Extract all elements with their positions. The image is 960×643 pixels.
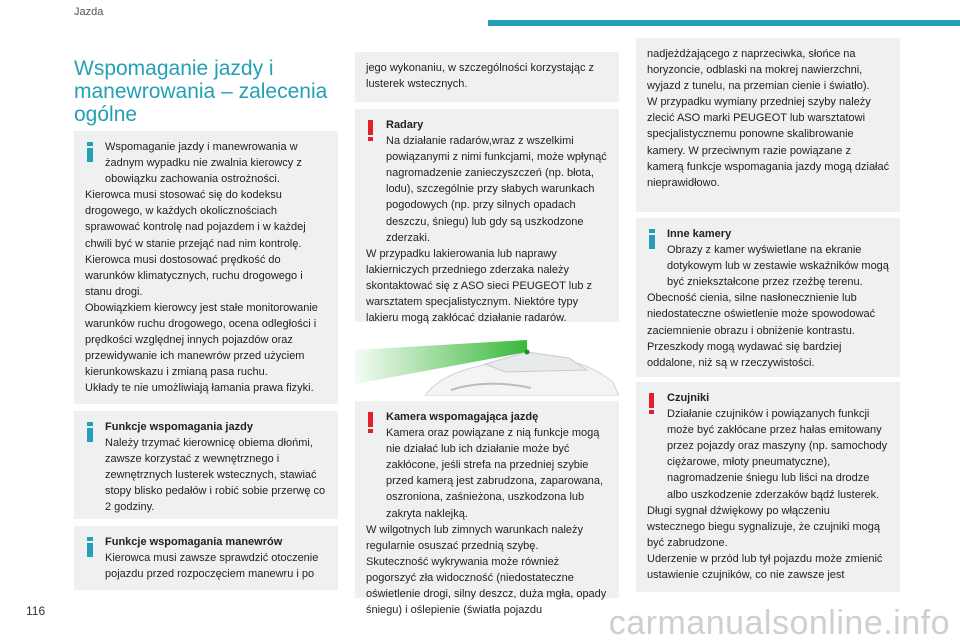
note-general-lead: Wspomaganie jazdy i manewrowania w żadnym wypadku nie zwalnia kierowcy z obowiązku zachowania ostrożności. [105, 141, 302, 186]
info-icon [649, 229, 655, 249]
note-radars-p2: W przypadku lakierowania lub naprawy lakierniczych przedniego zderzaka należy skontaktować się z ASO sieci PEUGEOT lub z warsztatem specjalistycznym. Niektóre typy lakieru mogą zakłócać działanie radarów. [366, 247, 592, 325]
note-driving-aids-body: Należy trzymać kierownicę obiema dłońmi, zawsze korzystać z wewnętrznego i zewnętrznych lusterek wstecznych, stawiać stopy blisko pedałów i robić sobie przerwę co 2 godziny. [105, 437, 326, 514]
header-accent-bar [488, 20, 960, 26]
note-other-cameras-p3: Przeszkody mogą wydawać się bardziej oddalone, niż są w rzeczywistości. [647, 340, 842, 369]
watermark: carmanualsonline.info [608, 604, 950, 642]
note-camera [355, 401, 619, 617]
note-manoeuvre-aids-title: Funkcje wspomagania manewrów [105, 536, 283, 548]
note-other-cameras-p1: Obrazy z kamer wyświetlane na ekranie dotykowym lub w zestawie wskaźników mogą być zniekształcone przez rzeźbę terenu. [667, 244, 889, 289]
info-icon [87, 537, 93, 557]
camera-illustration [355, 338, 619, 396]
note-radars-p1: Na działanie radarów,wraz z wszelkimi powiązanymi z nimi funkcjami, może wpłynąć nagromadzenie zanieczyszczeń (np. błota, lodu), szczególnie przy słabych warunkach pogodowych (np. przy silnych opadach deszczu, śniegu) lub gdy są uszkodzone zderzaki. [386, 135, 607, 244]
note-sensors-p3: Uderzenie w przód lub tył pojazdu może zmienić ustawienie czujników, co nie zawsze jest [647, 552, 883, 582]
warning-icon [368, 412, 374, 433]
note-sensors-p2: Długi sygnał dźwiękowy po włączeniu wstecznego biegu sygnalizuje, że czujniki mogą być zabrudzone. [647, 504, 880, 549]
note-camera-p2: W wilgotnych lub zimnych warunkach należy regularnie osuszać przednią szybę. [366, 523, 584, 552]
note-general [74, 131, 338, 404]
running-header: Jazda [74, 6, 104, 18]
note-sensors-p1: Działanie czujników i powiązanych funkcji może być zakłócane przez hałas emitowany przez pojazdy oraz maszyny (np. samochody ciężarowe, młoty pneumatyczne), nagromadzenie śniegu lub liści na drodze albo uszkodzenie zderzaków bądź lusterek. [667, 408, 888, 501]
note-driving-aids [74, 411, 338, 519]
note-general-p1: Kierowca musi stosować się do kodeksu drogowego, w każdych okolicznościach sprawować kontrolę nad pojazdem i w każdej chwili być w stanie przejąć nad nim kontrolę. [85, 189, 306, 250]
info-icon [87, 422, 93, 442]
note-other-cameras [636, 218, 900, 377]
warning-icon [649, 393, 655, 414]
note-other-cameras-title: Inne kamery [667, 228, 732, 240]
note-general-p2: Kierowca musi dostosować prędkość do warunków klimatycznych, ruchu drogowego i stanu drogi. [85, 253, 303, 298]
note-other-cameras-p2: Obecność cienia, silne nasłonecznienie lub niedostateczne oświetlenie może spowodować zaciemnienie obrazu i obniżenie kontrastu. [647, 292, 876, 337]
note-camera-p1: Kamera oraz powiązane z nią funkcje mogą nie działać lub ich działanie może być zakłócone, jeśli strefa na przedniej szybie przed kamerą jest zabrudzona, zaparowana, oszroniona, zaśnieżona, uszkodzona lub zakryta naklejką. [386, 427, 604, 520]
note-manoeuvre-continued [355, 52, 619, 102]
note-manoeuvre-aids-body: Kierowca musi zawsze sprawdzić otoczenie pojazdu przed rozpoczęciem manewru i po [105, 552, 319, 581]
note-manoeuvre-continued-body: jego wykonaniu, w szczególności korzystając z lusterek wstecznych. [366, 62, 595, 91]
warning-icon [368, 120, 374, 141]
note-radars [355, 109, 619, 325]
note-camera-title: Kamera wspomagająca jazdę [386, 411, 539, 423]
note-camera-continued-p1: nadjeżdżającego z naprzeciwka, słońce na horyzoncie, odblaski na mokrej nawierzchni, wyjazd z tunelu, na przemian cienie i światło). [647, 48, 870, 93]
note-sensors [636, 382, 900, 592]
camera-dot [525, 350, 530, 355]
note-camera-continued [636, 38, 900, 212]
note-general-p4: Układy te nie umożliwiają łamania prawa fizyki. [85, 382, 314, 395]
note-driving-aids-title: Funkcje wspomagania jazdy [105, 421, 253, 433]
note-camera-p3: Skuteczność wykrywania może również pogorszyć zła widoczność (niedostateczne oświetlenie drogi, silny deszcz, duża mgła, opady śniegu) i oślepienie (światła pojazdu [366, 555, 607, 617]
note-radars-title: Radary [386, 119, 424, 131]
page-number: 116 [26, 604, 46, 618]
note-general-p3: Obowiązkiem kierowcy jest stałe monitorowanie warunków ruchu drogowego, ocena odległości i prędkości względnej innych pojazdów oraz przewidywanie ich manewrów przed użyciem kierunkowskazu i zmianą pasa ruchu. [85, 301, 318, 379]
page-title: Wspomaganie jazdy i manewrowania – zalecenia ogólne [74, 57, 328, 126]
note-sensors-title: Czujniki [667, 392, 710, 404]
info-icon [87, 142, 93, 162]
note-manoeuvre-aids [74, 526, 338, 590]
note-camera-continued-p2: W przypadku wymiany przedniej szyby należy zlecić ASO marki PEUGEOT lub warsztatowi specjalistycznemu ponowne skalibrowanie kamery. W przeciwnym razie powiązane z kamerą funkcje wspomagania jazdy mogą działać nieprawidłowo. [647, 96, 890, 189]
